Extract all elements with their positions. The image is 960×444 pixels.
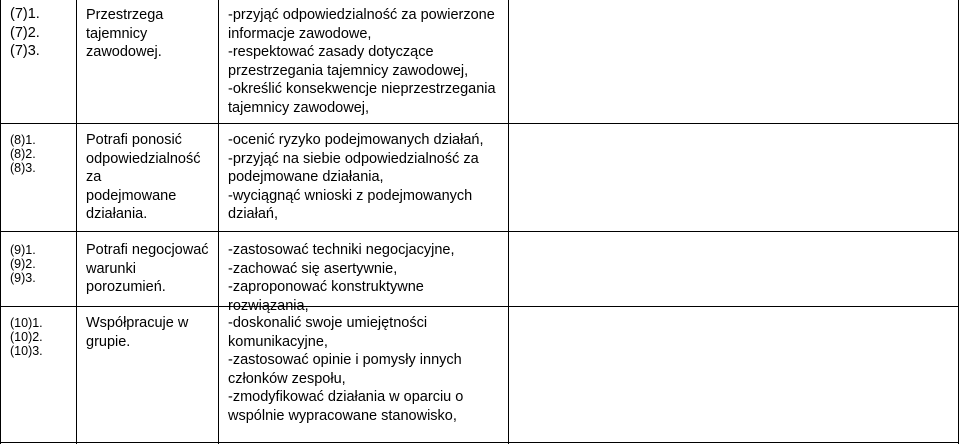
column-divider <box>508 0 509 444</box>
row-skill-10: Współpracuje w grupie. <box>86 315 189 350</box>
row-numbers-8: (8)1. (8)2. (8)3. <box>10 133 36 175</box>
row-divider <box>0 442 959 443</box>
row-criteria-9: -zastosować techniki negocjacyjne, -zachować się asertywnie, -zaproponować konstruktywne rozwiązania, <box>228 242 455 314</box>
row-numbers-9: (9)1. (9)2. (9)3. <box>10 243 36 285</box>
row-numbers-7: (7)1. (7)2. (7)3. <box>10 6 40 59</box>
row-skill-8: Potrafi ponosić odpowiedzialność za podejmowane działania. <box>86 132 201 222</box>
row-divider <box>0 123 959 124</box>
column-divider <box>958 0 959 444</box>
row-skill-7: Przestrzega tajemnicy zawodowej. <box>86 7 164 60</box>
row-criteria-7: -przyjąć odpowiedzialność za powierzone informacje zawodowe, -respektować zasady dotyczące przestrzegania tajemnicy zawodowej, -określić konsekwencje nieprzestrzegania tajemnicy zawodowej, <box>228 7 496 116</box>
column-divider <box>0 0 1 444</box>
row-numbers-10: (10)1. (10)2. (10)3. <box>10 316 43 358</box>
row-criteria-8: -ocenić ryzyko podejmowanych działań, -przyjąć na siebie odpowiedzialność za podejmowane działania, -wyciągnąć wnioski z podejmowanych działań, <box>228 132 484 222</box>
column-divider <box>218 0 219 444</box>
row-skill-9: Potrafi negocjować warunki porozumień. <box>86 242 209 295</box>
row-divider <box>0 231 959 232</box>
row-criteria-10: -doskonalić swoje umiejętności komunikacyjne, -zastosować opinie i pomysły innych członków zespołu, -zmodyfikować działania w oparciu o wspólnie wypracowane stanowisko, <box>228 315 464 424</box>
column-divider <box>76 0 77 444</box>
